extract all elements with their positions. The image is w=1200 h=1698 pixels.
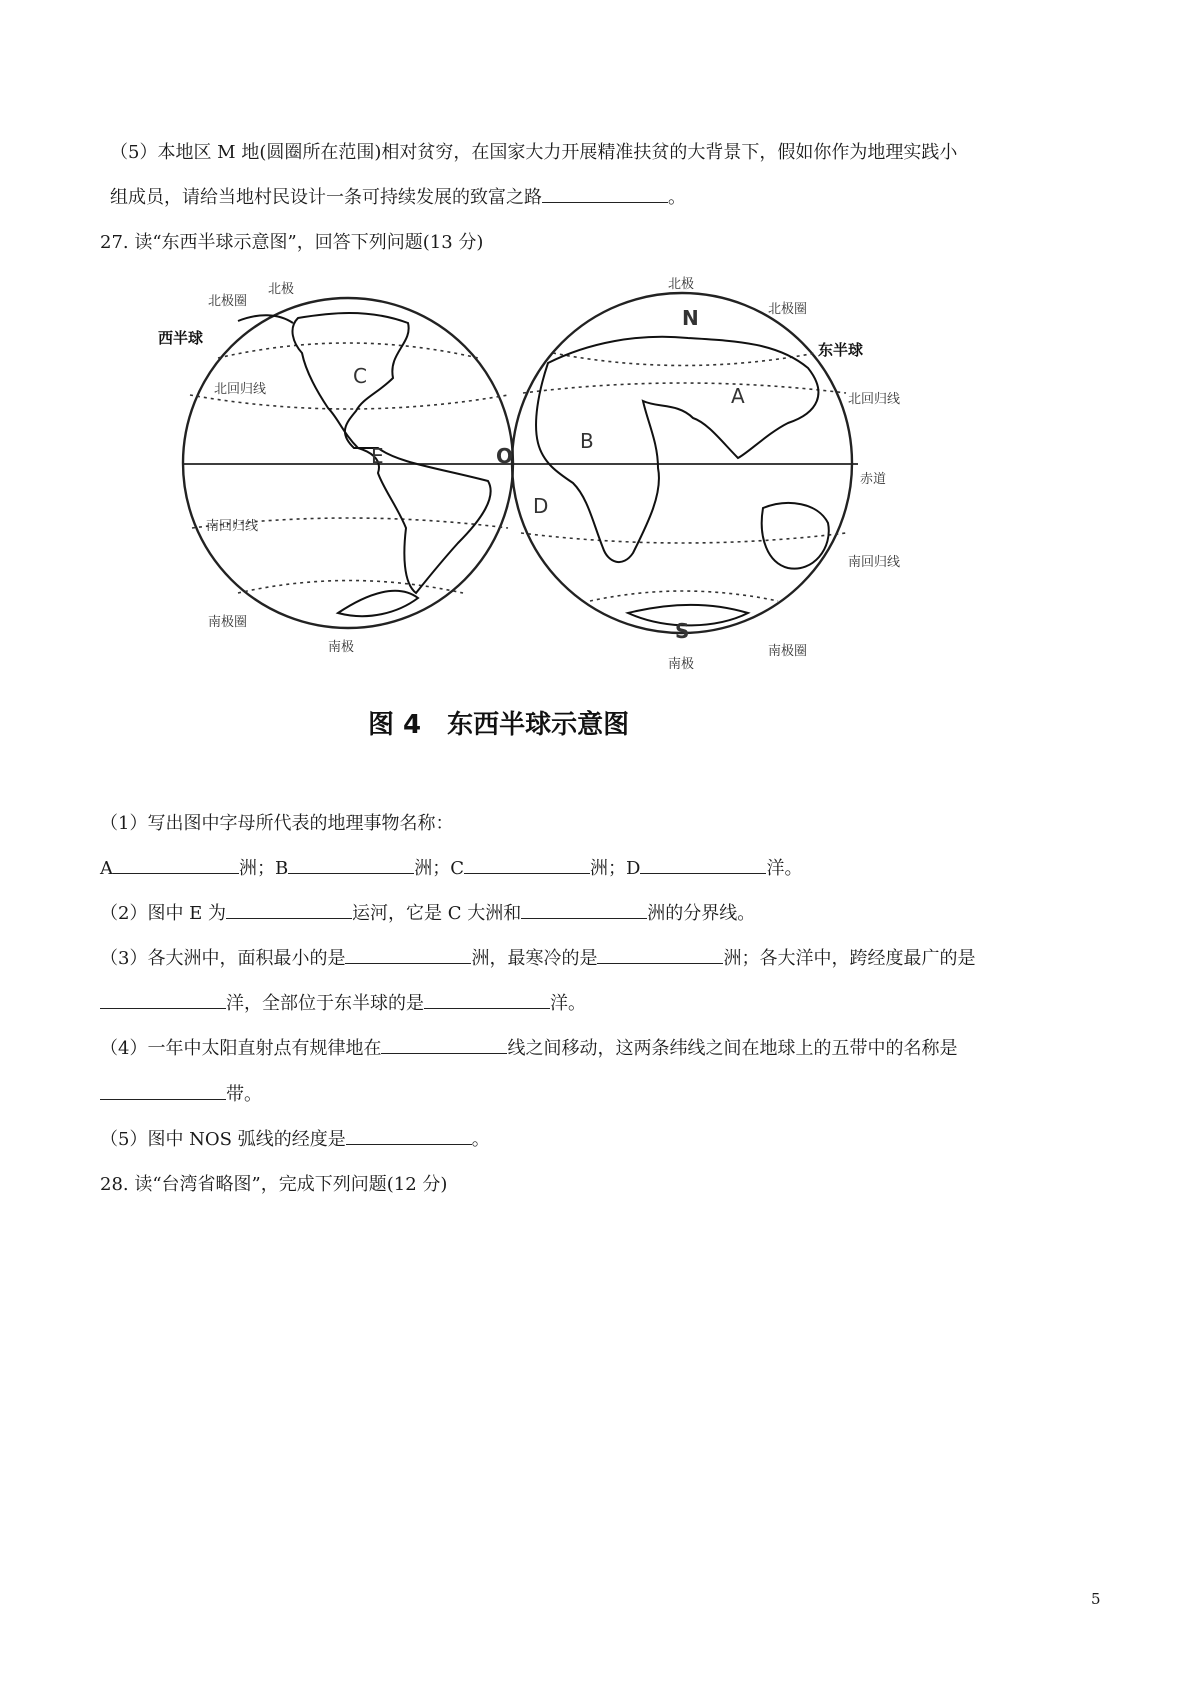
question-27-title: 27. 读“东西半球示意图”，回答下列问题(13 分) [100,232,484,253]
question-text: 组成员，请给当地村民设计一条可持续发展的致富之路 [110,187,542,208]
answer-blank[interactable] [226,902,352,919]
answer-blank-c[interactable] [464,857,590,874]
question-text: （4）一年中太阳直射点有规律地在 [100,1038,382,1059]
answer-blank[interactable] [100,992,226,1009]
letter-o: O [496,444,514,468]
antarctic-circle-west [238,581,463,594]
letter-c: C [353,364,367,388]
question-26-5-line-1 [110,141,957,165]
answer-blank[interactable] [597,947,723,964]
question-text: 洲；各大洋中，跨经度最广的是 [723,948,976,969]
afro-eurasia-shape [536,337,818,562]
question-27-1-answers [100,857,802,881]
tropic-cancer-label-west: 北回归线 [214,382,267,397]
arctic-circle-west [218,343,478,358]
eastern-hemisphere-outline [512,293,852,633]
north-pole-label-east: 北极 [668,277,695,292]
answer-suffix: 洋。 [766,858,803,879]
answer-blank-b[interactable] [288,857,414,874]
answer-prefix: 洲；B [239,858,289,879]
tropic-capricorn-label-west: 南回归线 [206,519,259,534]
question-text: 运河，它是 C 大洲和 [352,903,522,924]
antarctica-west-shape [338,591,418,616]
figure-caption: 图 4 东西半球示意图 [368,710,630,740]
tropic-cancer-east [523,383,846,393]
arctic-circle-east [553,353,816,366]
west-hemisphere-label: 西半球 [158,329,204,347]
answer-blank[interactable] [345,947,471,964]
tropic-cancer-label-east: 北回归线 [848,392,901,407]
americas-shape [292,313,490,593]
letter-d: D [533,494,549,518]
answer-blank[interactable] [542,186,668,203]
answer-prefix: 洲；D [590,858,641,879]
antarctic-circle-east [590,591,778,601]
question-27-3-line-1 [100,947,975,971]
letter-b: B [580,429,594,453]
question-28-title: 28. 读“台湾省略图”，完成下列问题(12 分) [100,1174,448,1195]
letter-n: N [682,306,699,330]
question-text: 洲，最寒冷的是 [471,948,598,969]
question-26-5-line-2 [110,186,686,210]
east-hemisphere-label: 东半球 [818,341,864,359]
tropic-capricorn-label-east: 南回归线 [848,555,901,570]
tropic-capricorn-east [521,533,846,543]
answer-blank[interactable] [100,1083,226,1100]
question-text: （2）图中 E 为 [100,903,227,924]
page-number: 5 [1091,1590,1101,1608]
letter-a: A [731,384,745,408]
south-pole-label-west: 南极 [328,640,355,655]
south-pole-label-east: 南极 [668,657,695,672]
north-pole-label-west: 北极 [268,282,295,297]
question-27-1-title: （1）写出图中字母所代表的地理事物名称： [100,813,454,834]
arctic-circle-label-east: 北极圈 [768,302,808,317]
answer-prefix: A [100,858,113,879]
question-27-5 [100,1128,490,1152]
letter-s: S [675,619,690,643]
answer-blank-d[interactable] [640,857,766,874]
arctic-circle-label-west: 北极圈 [208,294,248,309]
antarctic-circle-label-west: 南极圈 [208,615,248,630]
answer-blank-a[interactable] [113,857,239,874]
australia-shape [762,503,829,569]
question-text: 带。 [226,1084,262,1105]
question-text: （3）各大洲中，面积最小的是 [100,948,346,969]
question-text: 。 [471,1129,490,1150]
answer-blank[interactable] [521,902,647,919]
question-27-3-line-2 [100,992,586,1016]
answer-prefix: 洲；C [414,858,465,879]
question-text: （5）图中 NOS 弧线的经度是 [100,1129,346,1150]
question-text: 洋。 [550,993,586,1014]
question-27-4-line-1 [100,1037,957,1061]
question-text: （5）本地区 M 地(圆圈所在范围)相对贫穷，在国家大力开展精准扶贫的大背景下，假如你作为地理实践小 [110,142,958,163]
letter-e: E [371,444,384,468]
equator-label-east: 赤道 [860,472,887,487]
question-27-2 [100,902,755,926]
tropic-cancer-west [190,395,508,409]
western-hemisphere-outline [183,298,513,628]
hemispheres-map [158,277,1036,778]
answer-blank[interactable] [346,1128,472,1145]
question-text: 线之间移动，这两条纬线之间在地球上的五带中的名称是 [507,1038,958,1059]
question-text: 洋，全部位于东半球的是 [226,993,424,1014]
question-27-4-line-2 [100,1083,262,1107]
antarctic-circle-label-east: 南极圈 [768,644,808,659]
answer-blank[interactable] [381,1037,507,1054]
answer-blank[interactable] [424,992,550,1009]
question-text: 。 [668,187,686,208]
question-text: 洲的分界线。 [647,903,756,924]
